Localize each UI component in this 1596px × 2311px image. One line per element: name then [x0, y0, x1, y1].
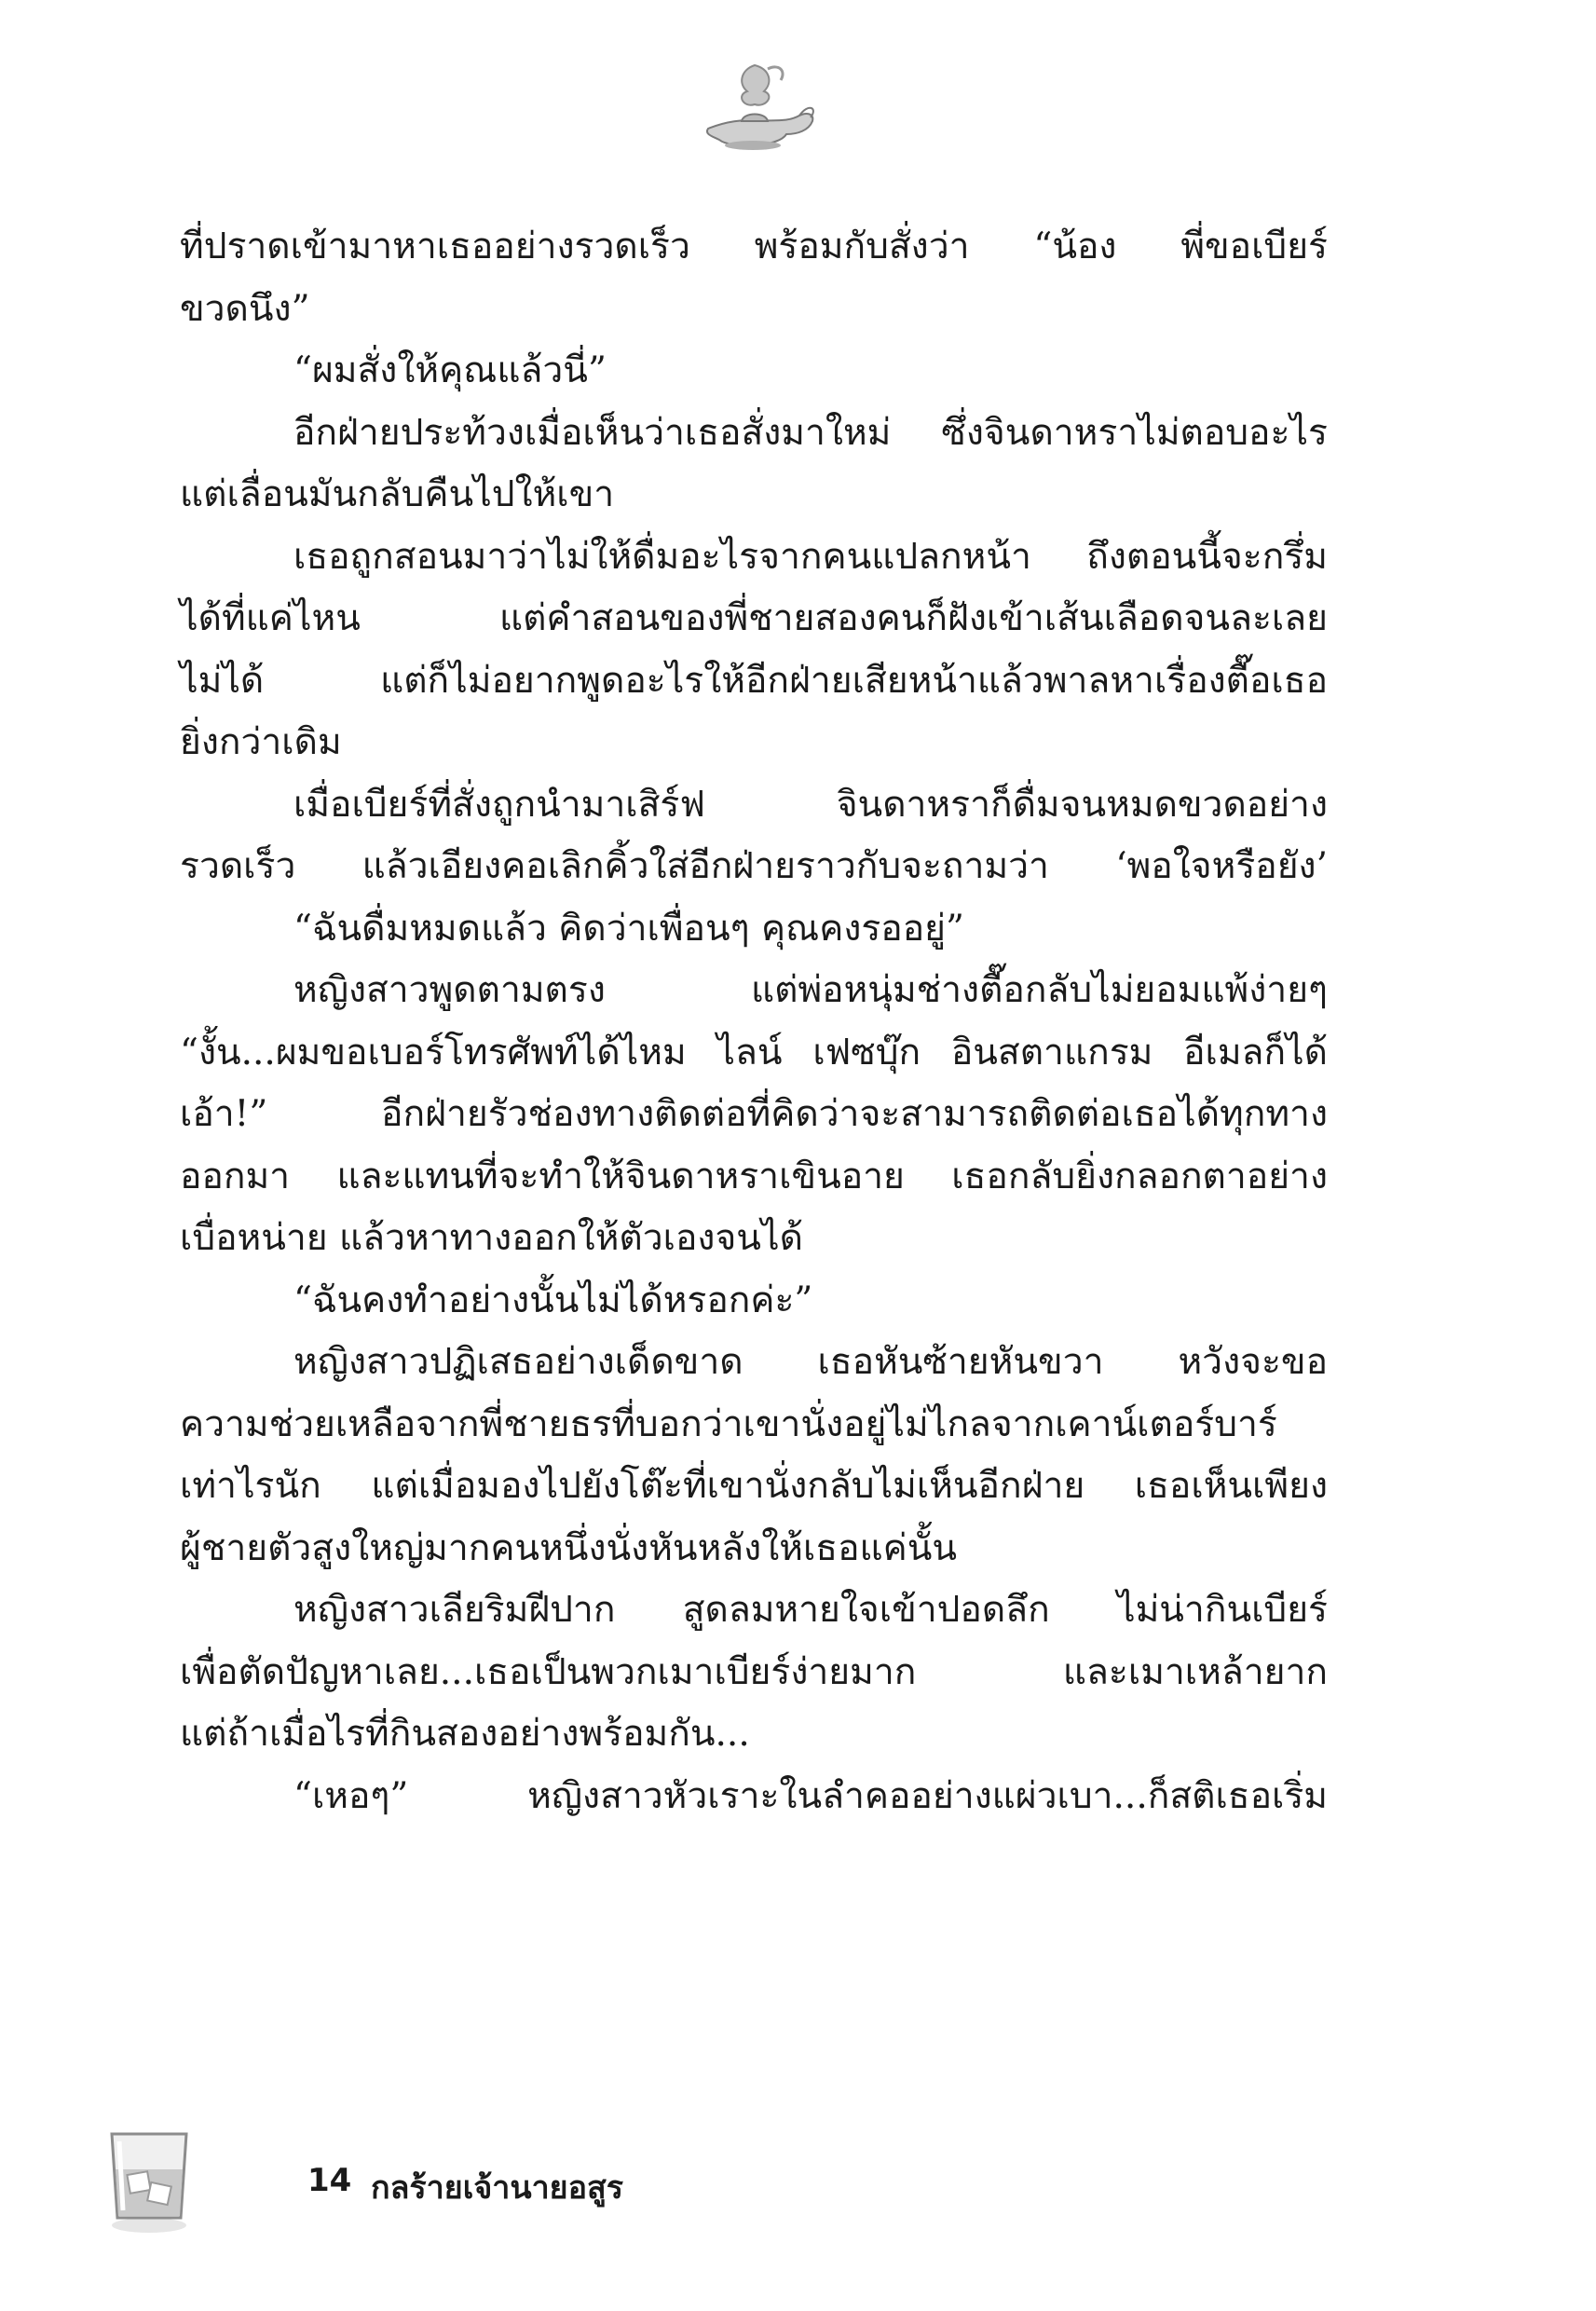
text-line: ได้ที่แค่ไหน แต่คำสอนของพี่ชายสองคนก็ฝังเข้าเส้นเลือดจนละเลย [180, 597, 1328, 639]
text-line: ยิ่งกว่าเดิม [180, 721, 342, 763]
page-number: 14 [307, 2162, 352, 2199]
text-line: เมื่อเบียร์ที่สั่งถูกนำมาเสิร์ฟ จินดาหราก็ดื่มจนหมดขวดอย่าง [293, 783, 1328, 826]
text-line: ผู้ชายตัวสูงใหญ่มากคนหนึ่งนั่งหันหลังให้เธอแค่นั้น [180, 1526, 958, 1569]
text-line: เบื่อหน่าย แล้วหาทางออกให้ตัวเองจนได้ [180, 1217, 803, 1259]
text-line: “ฉันคงทำอย่างนั้นไม่ได้หรอกค่ะ” [293, 1279, 813, 1321]
text-line: เท่าไรนัก แต่เมื่อมองไปยังโต๊ะที่เขานั่งกลับไม่เห็นอีกฝ่าย เธอเห็นเพียง [180, 1465, 1328, 1507]
text-line: หญิงสาวปฏิเสธอย่างเด็ดขาด เธอหันซ้ายหันขวา หวังจะขอ [293, 1341, 1328, 1383]
text-line: “งั้น...ผมขอเบอร์โทรศัพท์ได้ไหม ไลน์ เฟซบุ๊ก อินสตาแกรม อีเมลก็ได้ [180, 1031, 1328, 1073]
text-line: แต่เลื่อนมันกลับคืนไปให้เขา [180, 473, 615, 515]
text-line: ที่ปราดเข้ามาหาเธออย่างรวดเร็ว พร้อมกับสั่งว่า “น้อง พี่ขอเบียร์ [180, 226, 1328, 267]
text-line: ความช่วยเหลือจากพี่ชายธรที่บอกว่าเขานั่งอยู่ไม่ไกลจากเคาน์เตอร์บาร์ [180, 1402, 1277, 1445]
book-title: กลร้ายเจ้านายอสูร [371, 2169, 624, 2207]
text-line: เอ้า!” อีกฝ่ายรัวช่องทางติดต่อที่คิดว่าจะสามารถติดต่อเธอได้ทุกทาง [180, 1093, 1328, 1135]
text-line: “ผมสั่งให้คุณแล้วนี่” [293, 349, 607, 391]
text-line: “ฉันดื่มหมดแล้ว คิดว่าเพื่อนๆ คุณคงรออยู่” [293, 907, 964, 950]
text-line: “เหอๆ” หญิงสาวหัวเราะในลำคออย่างแผ่วเบา...ก็สติเธอเริ่ม [293, 1774, 1328, 1817]
whisky-glass-icon [91, 2125, 212, 2236]
text-line: หญิงสาวพูดตามตรง แต่พ่อหนุ่มช่างตื๊อกลับไม่ยอมแพ้ง่ายๆ [293, 969, 1328, 1011]
text-line: เธอถูกสอนมาว่าไม่ให้ดื่มอะไรจากคนแปลกหน้า ถึงตอนนี้จะกรึ่ม [293, 535, 1328, 578]
text-line: ขวดนึง” [180, 287, 310, 330]
text-line: หญิงสาวเลียริมฝีปาก สูดลมหายใจเข้าปอดลึก ไม่น่ากินเบียร์ [293, 1589, 1328, 1631]
text-line: ออกมา และแทนที่จะทำให้จินดาหราเขินอาย เธอกลับยิ่งกลอกตาอย่าง [180, 1155, 1328, 1197]
text-line: ไม่ได้ แต่ก็ไม่อยากพูดอะไรให้อีกฝ่ายเสียหน้าแล้วพาลหาเรื่องตื๊อเธอ [180, 659, 1328, 702]
genie-lamp-icon [689, 56, 820, 158]
text-line: รวดเร็ว แล้วเอียงคอเลิกคิ้วใส่อีกฝ่ายราวกับจะถามว่า ‘พอใจหรือยัง’ [180, 845, 1328, 887]
text-line: อีกฝ่ายประท้วงเมื่อเห็นว่าเธอสั่งมาใหม่ ซึ่งจินดาหราไม่ตอบอะไร [293, 411, 1328, 454]
body-text [180, 216, 1328, 1827]
page-footer [91, 2125, 743, 2236]
text-line: เพื่อตัดปัญหาเลย...เธอเป็นพวกเมาเบียร์ง่ายมาก และเมาเหล้ายาก [180, 1650, 1328, 1693]
text-line: แต่ถ้าเมื่อไรที่กินสองอย่างพร้อมกัน... [180, 1713, 750, 1755]
